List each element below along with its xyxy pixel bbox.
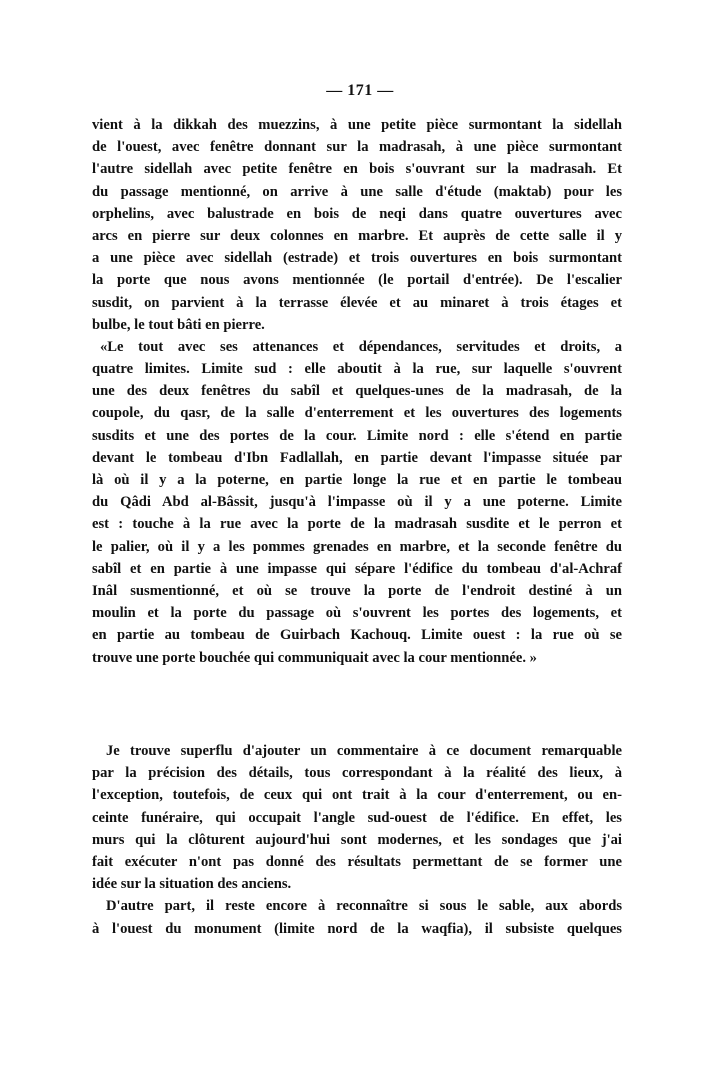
text-line: trouve une porte bouchée qui communiquait avec la cour mentionnée. » <box>92 649 537 666</box>
text-line: à l'ouest du monument (limite nord de la waqfia), il subsiste quelques <box>92 920 622 937</box>
text-line: vient à la dikkah des muezzins, à une petite pièce surmontant la sidellah <box>92 117 622 133</box>
text-line: bulbe, le tout bâti en pierre. <box>92 316 265 333</box>
text-line: «Le tout avec ses attenances et dépendances, servitudes et droits, a <box>100 338 622 355</box>
text-line: arcs en pierre sur deux colonnes en marbre. Et auprès de cette salle il y <box>92 227 622 244</box>
text-line: fait exécuter n'ont pas donné des résultats permettant de se former une <box>92 853 622 870</box>
text-line: susdit, on parvient à la terrasse élevée et au minaret à trois étages et <box>92 294 622 311</box>
text-line: orphelins, avec balustrade en bois de neqi dans quatre ouvertures avec <box>92 205 622 222</box>
paragraph <box>92 114 622 336</box>
text-line: par la précision des détails, tous correspondant à la réalité des lieux, à <box>92 765 622 782</box>
text-line: a une pièce avec sidellah (estrade) et trois ouvertures en bois surmontant <box>92 250 622 267</box>
text-line: coupole, du qasr, de la salle d'enterrement et les ouvertures des logements <box>92 405 622 422</box>
text-line: murs qui la clôturent aujourd'hui sont modernes, et les sondages que j'ai <box>92 831 622 848</box>
paragraph <box>92 895 622 939</box>
paragraph <box>92 740 622 895</box>
text-line: susdits et une des portes de la cour. Limite nord : elle s'étend en partie <box>92 427 622 444</box>
text-line: idée sur la situation des anciens. <box>92 876 292 893</box>
text-line: le palier, où il y a les pommes grenades en marbre, et la seconde fenêtre du <box>92 538 622 555</box>
text-line: l'autre sidellah avec petite fenêtre en bois s'ouvrant sur la madrasah. Et <box>92 161 622 178</box>
text-line: devant le tombeau d'Ibn Fadlallah, en partie devant l'impasse située par <box>92 449 622 466</box>
text-line: en partie au tombeau de Guirbach Kachouq. Limite ouest : la rue où se <box>92 627 622 644</box>
text-line: sabîl et en partie à une impasse qui sépare l'édifice du tombeau d'al-Achraf <box>92 560 622 577</box>
text-line: une des deux fenêtres du sabîl et quelques-unes de la madrasah, de la <box>92 383 622 400</box>
text-line: de l'ouest, avec fenêtre donnant sur la madrasah, à une pièce surmontant <box>92 139 622 156</box>
text-line: D'autre part, il reste encore à reconnaître si sous le sable, aux abords <box>106 898 622 915</box>
text-block-upper <box>92 114 622 669</box>
paragraph <box>92 336 622 669</box>
page-number: — 171 — <box>326 82 394 99</box>
text-block-lower <box>92 740 622 940</box>
text-line: quatre limites. Limite sud : elle aboutit à la rue, sur laquelle s'ouvrent <box>92 361 622 378</box>
text-line: ceinte funéraire, qui occupait l'angle sud-ouest de l'édifice. En effet, les <box>92 809 622 826</box>
text-line: du passage mentionné, on arrive à une salle d'étude (maktab) pour les <box>92 183 622 200</box>
text-line: l'exception, toutefois, de ceux qui ont trait à la cour d'enterrement, ou en- <box>92 787 622 804</box>
text-line: la porte que nous avons mentionnée (le portail d'entrée). De l'escalier <box>92 272 622 289</box>
text-line: Je trouve superflu d'ajouter un commentaire à ce document remarquable <box>106 743 622 759</box>
text-line: est : touche à la rue avec la porte de la madrasah susdite et le perron et <box>92 516 622 533</box>
text-line: là où il y a la poterne, en partie longe la rue et en partie le tombeau <box>92 472 622 488</box>
text-line: moulin et la porte du passage où s'ouvrent les portes des logements, et <box>92 605 622 622</box>
text-line: Inâl susmentionné, et où se trouve la porte de l'endroit destiné à un <box>92 582 622 599</box>
text-line: du Qâdi Abd al-Bâssit, jusqu'à l'impasse où il y a une poterne. Limite <box>92 494 622 511</box>
